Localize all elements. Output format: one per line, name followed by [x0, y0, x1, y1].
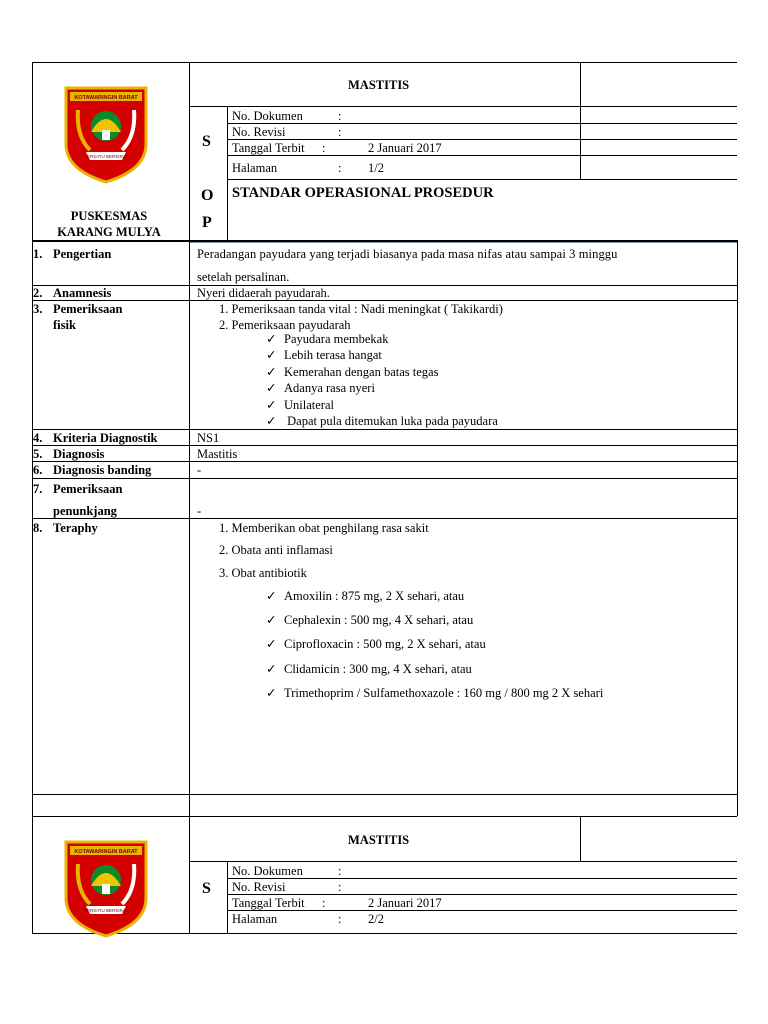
section-number: 8. — [33, 521, 43, 535]
checkmark-icon: ✓ — [266, 332, 277, 346]
section-number: 5. — [33, 447, 43, 461]
list-item: 2. Pemeriksaan payudarah — [219, 318, 351, 332]
doc-field-label: Halaman — [232, 161, 278, 175]
doc-field-sep: : — [322, 896, 326, 910]
check-item: ✓ Trimethoprim / Sulfamethoxazole : 160 mg / 800 mg 2 X sehari — [266, 686, 604, 700]
doc-field-label: Tanggal Terbit — [232, 896, 305, 910]
doc-field-label: Tanggal Terbit — [232, 141, 305, 155]
checkmark-icon: ✓ — [266, 398, 277, 412]
section-label: Diagnosis — [53, 447, 105, 461]
section-text: - — [197, 504, 202, 518]
doc-field-label: Halaman — [232, 912, 278, 926]
sop-letter-p: P — [202, 214, 212, 231]
checkmark-icon: ✓ — [266, 662, 277, 676]
logo-ribbon-text: BERSATU BERSIRAT — [83, 908, 129, 913]
org-name-line1: PUSKESMAS — [70, 209, 148, 223]
section-label: Pemeriksaan — [53, 302, 123, 316]
sop-letter-s: S — [202, 133, 211, 150]
document-title: MASTITIS — [348, 78, 410, 92]
section-label: Diagnosis banding — [53, 463, 152, 477]
section-number: 3. — [33, 302, 43, 316]
section-text: NS1 — [197, 431, 220, 445]
checkmark-icon: ✓ — [266, 589, 277, 603]
doc-field-value: 2 Januari 2017 — [368, 896, 442, 910]
check-item: ✓ Payudara membekak — [266, 332, 389, 346]
section-text: Mastitis — [197, 447, 238, 461]
section-number: 7. — [33, 482, 43, 496]
doc-field-label: No. Revisi — [232, 125, 286, 139]
doc-field-sep: : — [338, 125, 342, 139]
doc-field-value: 1/2 — [368, 161, 384, 175]
check-item: ✓ Lebih terasa hangat — [266, 348, 382, 362]
checkmark-icon: ✓ — [266, 414, 277, 428]
list-item: 1. Memberikan obat penghilang rasa sakit — [219, 521, 429, 535]
doc-field-label: No. Dokumen — [232, 864, 303, 878]
section-label: fisik — [53, 318, 76, 332]
sop-letter-s-page2: S — [202, 880, 211, 897]
document-title-page2: MASTITIS — [348, 833, 410, 847]
logo-banner-text: KOTAWARINGIN BARAT — [74, 95, 138, 101]
section-label: Teraphy — [53, 521, 98, 535]
section-number: 2. — [33, 286, 43, 300]
section-number: 6. — [33, 463, 43, 477]
section-label: Anamnesis — [53, 286, 112, 300]
checkmark-icon: ✓ — [266, 365, 277, 379]
doc-field-value: 2/2 — [368, 912, 384, 926]
puskesmas-logo-emblem — [64, 86, 148, 184]
sop-title: STANDAR OPERASIONAL PROSEDUR — [232, 185, 494, 201]
check-item: ✓ Cephalexin : 500 mg, 4 X sehari, atau — [266, 613, 474, 627]
list-item: 1. Pemeriksaan tanda vital : Nadi meningkat ( Takikardi) — [219, 302, 503, 316]
section-number: 1. — [33, 247, 43, 261]
checkmark-icon: ✓ — [266, 637, 277, 651]
doc-field-sep: : — [338, 880, 342, 894]
check-item: ✓ Amoxilin : 875 mg, 2 X sehari, atau — [266, 589, 465, 603]
section-text: Nyeri didaerah payudarah. — [197, 286, 330, 300]
list-item: 2. Obata anti inflamasi — [219, 543, 333, 557]
check-item: ✓ Dapat pula ditemukan luka pada payudara — [266, 414, 498, 428]
check-item: ✓ Kemerahan dengan batas tegas — [266, 365, 439, 379]
checkmark-icon: ✓ — [266, 381, 277, 395]
checkmark-icon: ✓ — [266, 686, 277, 700]
list-item: 3. Obat antibiotik — [219, 566, 307, 580]
puskesmas-logo-emblem-page2 — [64, 840, 148, 938]
doc-field-sep: : — [338, 912, 342, 926]
doc-field-value: 2 Januari 2017 — [368, 141, 442, 155]
logo-banner-text: KOTAWARINGIN BARAT — [74, 849, 138, 855]
section-label: Pemeriksaan — [53, 482, 123, 496]
doc-field-sep: : — [338, 161, 342, 175]
section-number: 4. — [33, 431, 43, 445]
check-item: ✓ Clidamicin : 300 mg, 4 X sehari, atau — [266, 662, 472, 676]
section-text: - — [197, 463, 202, 477]
check-item: ✓ Adanya rasa nyeri — [266, 381, 375, 395]
checkmark-icon: ✓ — [266, 613, 277, 627]
section-label: Kriteria Diagnostik — [53, 431, 158, 445]
doc-field-sep: : — [338, 864, 342, 878]
check-item: ✓ Ciprofloxacin : 500 mg, 2 X sehari, atau — [266, 637, 486, 651]
checkmark-icon: ✓ — [266, 348, 277, 362]
section-label: penunkjang — [53, 504, 117, 518]
doc-field-label: No. Dokumen — [232, 109, 303, 123]
section-label: Pengertian — [53, 247, 112, 261]
section-text: setelah persalinan. — [197, 270, 290, 284]
sop-letter-o: O — [201, 187, 214, 204]
doc-field-label: No. Revisi — [232, 880, 286, 894]
logo-ribbon-text: BERSATU BERSIRAT — [83, 154, 129, 159]
doc-field-sep: : — [338, 109, 342, 123]
org-name-line2: KARANG MULYA — [57, 225, 161, 239]
check-item: ✓ Unilateral — [266, 398, 334, 412]
doc-field-sep: : — [322, 141, 326, 155]
section-text: Peradangan payudara yang terjadi biasanya pada masa nifas atau sampai 3 minggu — [197, 247, 618, 261]
